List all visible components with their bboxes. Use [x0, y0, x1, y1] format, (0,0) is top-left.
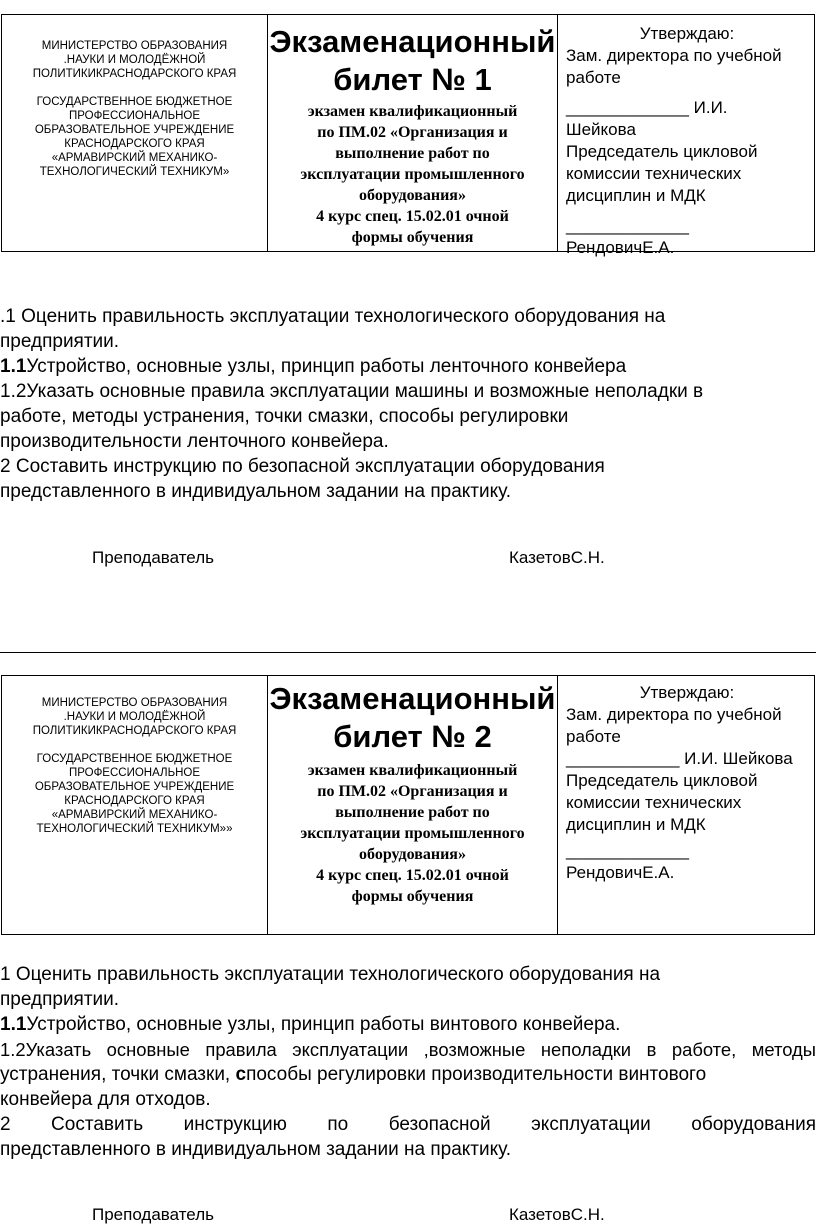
institution-line: ПОЛИТИКИКРАСНОДАРСКОГО КРАЯ: [32, 725, 237, 737]
institution-line: КРАСНОДАРСКОГО КРАЯ: [64, 138, 205, 150]
ticket-header-table: [1, 675, 815, 935]
question-1-2-cont: конвейера для отходов.: [0, 1089, 211, 1110]
institution-line: .НАУКИ И МОЛОДЁЖНОЙ: [63, 54, 206, 66]
approval-cell: [558, 676, 814, 934]
question-text-bold: с: [235, 1064, 247, 1085]
institution-line: ТЕХНОЛОГИЧЕСКИЙ ТЕХНИКУМ»: [39, 166, 230, 178]
ticket-number: билет № 2: [333, 719, 492, 754]
question-number: 1.1: [0, 1014, 27, 1035]
approval-line: РендовичЕ.А.: [566, 863, 675, 882]
approval-line: Председатель цикловой: [566, 771, 758, 790]
teacher-name: КазетовС.Н.: [509, 1205, 605, 1224]
approval-cell: [558, 15, 814, 257]
ticket-header-table: [1, 14, 815, 257]
exam-description-line: эксплуатации промышленного: [300, 825, 525, 842]
approval-heading: Утверждаю:: [639, 24, 735, 43]
question-1: 1 Оценить правильность эксплуатации технологического оборудования на: [0, 964, 661, 985]
teacher-name: КазетовС.Н.: [509, 548, 605, 567]
question-1-2-cont: производительности ленточного конвейера.: [0, 431, 389, 452]
exam-description-line: формы обучения: [351, 229, 474, 246]
institution-cell: [2, 15, 268, 251]
question-number: 1.1: [0, 356, 27, 377]
question-1-cont: предприятии.: [0, 331, 120, 352]
institution-line: ОБРАЗОВАТЕЛЬНОЕ УЧРЕЖДЕНИЕ: [34, 124, 235, 136]
question-1-1: [0, 1012, 816, 1037]
exam-description-line: по ПМ.02 «Организация и: [317, 783, 508, 800]
approval-line: работе: [566, 727, 621, 746]
questions-block: [0, 304, 816, 504]
institution-line: ПРОФЕССИОНАЛЬНОЕ: [68, 110, 201, 122]
approval-line: РендовичЕ.А.: [566, 238, 675, 257]
exam-description-line: 4 курс спец. 15.02.01 очной: [316, 867, 509, 884]
approval-line: комиссии технических: [566, 164, 742, 183]
question-1-2: 1.2Указать основные правила эксплуатации машины и возможные неполадки в: [0, 381, 704, 402]
exam-description-line: эксплуатации промышленного: [300, 166, 525, 183]
approval-heading: Утверждаю:: [639, 683, 735, 702]
questions-block: [0, 962, 816, 1162]
exam-description-line: оборудования»: [359, 846, 466, 863]
question-2: 2 Составить инструкцию по безопасной эксплуатации оборудования: [0, 456, 605, 477]
approval-line: Зам. директора по учебной: [566, 46, 782, 65]
question-text: Устройство, основные узлы, принцип работы ленточного конвейера: [26, 356, 627, 377]
exam-description-line: экзамен квалификационный: [307, 103, 518, 120]
question-1: .1 Оценить правильность эксплуатации технологического оборудования на: [0, 306, 666, 327]
exam-description-line: по ПМ.02 «Организация и: [317, 124, 508, 141]
approval-line: комиссии технических: [566, 793, 742, 812]
institution-line: ТЕХНОЛОГИЧЕСКИЙ ТЕХНИКУМ»»: [36, 823, 233, 835]
signature-line-deputy: _____________ И.И.: [566, 98, 728, 117]
institution-line: ГОСУДАРСТВЕННОЕ БЮДЖЕТНОЕ: [36, 753, 233, 765]
exam-description-line: 4 курс спец. 15.02.01 очной: [316, 208, 509, 225]
teacher-label: Преподаватель: [92, 548, 214, 567]
exam-description-line: выполнение работ по: [335, 804, 490, 821]
ticket-divider: [0, 652, 816, 653]
ticket-title-cell: [268, 676, 558, 934]
question-2-cont: представленного в индивидуальном задании на практику.: [0, 481, 512, 502]
question-1-2: 1.2Указать основные правила эксплуатации ,возможные неполадки в работе, методы: [0, 1039, 816, 1060]
question-text: устранения, точки смазки,: [0, 1064, 236, 1085]
approval-line: Шейкова: [566, 120, 636, 139]
approval-line: дисциплин и МДК: [566, 186, 706, 205]
signature-line-chair: _____________: [566, 216, 689, 235]
ticket-title: Экзаменационный: [269, 24, 556, 59]
signature-line-chair: _____________: [566, 841, 689, 860]
approval-line: дисциплин и МДК: [566, 815, 706, 834]
ticket-title: Экзаменационный: [269, 681, 556, 716]
question-1-2-cont: [0, 1062, 816, 1087]
approval-line: работе: [566, 68, 621, 87]
question-text: пособы регулировки производительности винтового: [246, 1064, 707, 1085]
institution-line: ГОСУДАРСТВЕННОЕ БЮДЖЕТНОЕ: [36, 96, 233, 108]
institution-line: ОБРАЗОВАТЕЛЬНОЕ УЧРЕЖДЕНИЕ: [34, 781, 235, 793]
ticket-number: билет № 1: [333, 62, 492, 97]
institution-line: КРАСНОДАРСКОГО КРАЯ: [64, 795, 205, 807]
question-text: Устройство, основные узлы, принцип работы винтового конвейера.: [26, 1014, 621, 1035]
institution-line: ПРОФЕССИОНАЛЬНОЕ: [68, 767, 201, 779]
question-2-cont: представленного в индивидуальном задании на практику.: [0, 1139, 512, 1160]
exam-description-line: выполнение работ по: [335, 145, 490, 162]
ticket-title-cell: [268, 15, 558, 251]
approval-line: Председатель цикловой: [566, 142, 758, 161]
institution-line: «АРМАВИРСКИЙ МЕХАНИКО-: [51, 152, 218, 164]
teacher-label: Преподаватель: [92, 1205, 214, 1224]
institution-line: МИНИСТЕРСТВО ОБРАЗОВАНИЯ: [41, 697, 228, 709]
exam-description-line: оборудования»: [359, 187, 466, 204]
question-2: 2 Составить инструкцию по безопасной эксплуатации оборудования: [0, 1114, 816, 1135]
institution-line: .НАУКИ И МОЛОДЁЖНОЙ: [63, 711, 206, 723]
institution-line: МИНИСТЕРСТВО ОБРАЗОВАНИЯ: [41, 40, 228, 52]
question-1-2-cont: работе, методы устранения, точки смазки, способы регулировки: [0, 406, 569, 427]
question-1-1: [0, 354, 816, 379]
institution-cell: [2, 676, 268, 934]
exam-description-line: экзамен квалификационный: [307, 762, 518, 779]
institution-line: «АРМАВИРСКИЙ МЕХАНИКО-: [51, 809, 218, 821]
question-1-cont: предприятии.: [0, 989, 120, 1010]
approval-line: Зам. директора по учебной: [566, 705, 782, 724]
institution-line: ПОЛИТИКИКРАСНОДАРСКОГО КРАЯ: [32, 68, 237, 80]
signature-line-deputy: ____________ И.И. Шейкова: [566, 749, 793, 768]
exam-description-line: формы обучения: [351, 888, 474, 905]
